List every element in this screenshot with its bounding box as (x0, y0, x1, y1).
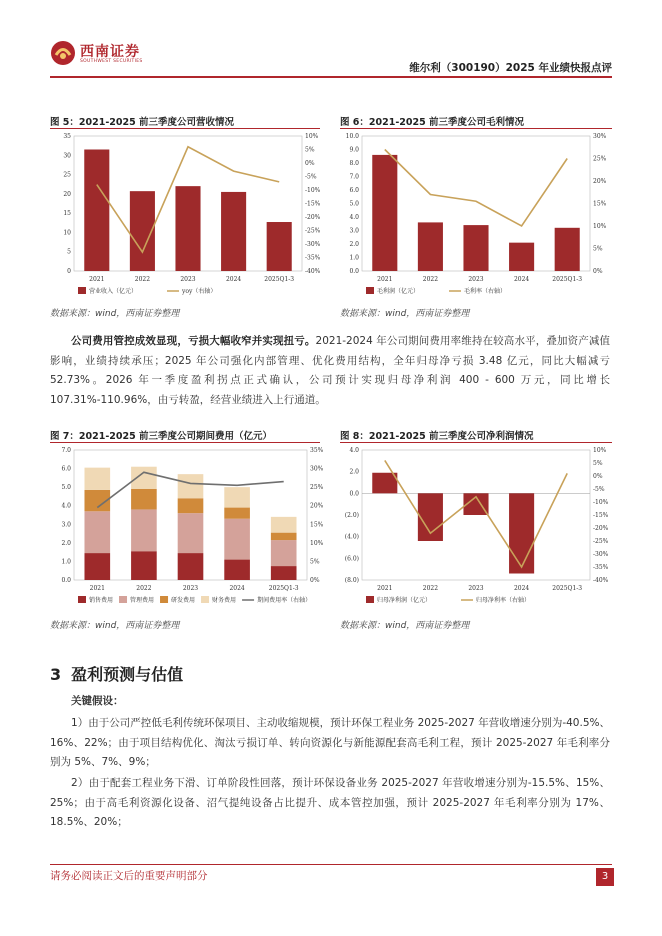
fig5-svg (50, 130, 330, 305)
y-tick-label-left: 10.0 (345, 133, 359, 140)
bar (131, 509, 157, 551)
y-tick-label-left: 4.0 (349, 214, 359, 221)
x-tick-label: 2022 (134, 276, 151, 283)
y-tick-label-left: 4.0 (61, 502, 71, 510)
legend-label: 营业收入（亿元） (89, 288, 138, 295)
y-tick-label-right: -5% (593, 486, 605, 493)
y-tick-label-left: (6.0) (344, 555, 359, 563)
y-tick-label-left: 25 (63, 171, 71, 179)
bar (131, 489, 157, 509)
fig5-source: 数据来源：wind，西南证券整理 (50, 309, 180, 319)
x-tick-label: 2021 (377, 585, 393, 592)
fig6-chart (338, 130, 618, 305)
x-tick-label: 2024 (513, 585, 530, 592)
fig8-title: 图 8：2021-2025 前三季度公司净利润情况 (340, 431, 534, 442)
x-tick-label: 2025Q1-3 (552, 585, 583, 592)
paragraph-lead: 公司费用管控成效显现，亏损大幅收窄并实现扭亏。 (71, 335, 316, 347)
fig7-source: 数据来源：wind，西南证券整理 (50, 621, 180, 631)
fig5-title: 图 5：2021-2025 前三季度公司营收情况 (50, 117, 235, 128)
y-tick-label-right: 5% (310, 558, 320, 566)
y-tick-label-right: 35% (310, 447, 324, 454)
fig7-title: 图 7：2021-2025 前三季度公司期间费用（亿元） (50, 431, 273, 442)
y-tick-label-right: 25% (593, 155, 607, 163)
x-tick-label: 2022 (422, 276, 439, 283)
bar (131, 551, 157, 580)
legend-label: 管理费用 (130, 597, 155, 604)
y-tick-label-left: 15 (63, 210, 71, 218)
y-tick-label-right: 0% (593, 473, 603, 480)
bar (84, 553, 110, 580)
bar (463, 225, 488, 271)
legend-swatch (78, 596, 86, 603)
y-tick-label-right: 0% (305, 160, 315, 167)
legend-label: 财务费用 (212, 597, 237, 604)
y-tick-label-right: -30% (593, 551, 609, 558)
bar (418, 222, 443, 271)
y-tick-label-left: 2.0 (349, 468, 359, 476)
y-tick-label-right: -15% (305, 200, 321, 208)
legend-swatch (366, 287, 374, 294)
bar (271, 566, 297, 580)
logo-text: 西南证券 (80, 44, 140, 60)
y-tick-label-left: 2.0 (349, 241, 359, 248)
x-tick-label: 2025Q1-3 (552, 276, 583, 283)
y-tick-label-left: 6.0 (61, 465, 71, 473)
legend-swatch (78, 287, 86, 294)
y-tick-label-right: 0% (310, 577, 320, 584)
y-tick-label-right: -25% (593, 538, 609, 545)
bar (178, 553, 204, 580)
y-tick-label-left: 0 (67, 268, 71, 275)
paragraph-body: 2021-2024 年公司期间费用率维持在较高水平，叠加资产减值影响，业绩持续承压；2025 年公司强化内部管理、优化费用结构，全年归母净亏损 3.48 亿元，同比大幅减亏 52.73%。2026 年一季度盈利拐点正式确认，公司预计实现归母净利润 400 - 600 万元，同比增长 107.31%-110.96%，由亏转盈，经营业绩进入上行通道。 (50, 335, 610, 406)
y-tick-label-left: 5.0 (349, 200, 359, 208)
bar (224, 508, 250, 519)
legend-label: 毛利润（亿元） (377, 288, 420, 295)
company-logo (50, 38, 180, 70)
y-tick-label-right: 5% (305, 146, 315, 154)
y-tick-label-left: 5 (67, 248, 71, 256)
section-heading (50, 662, 183, 685)
y-tick-label-right: 15% (310, 521, 324, 529)
y-tick-label-right: 30% (593, 133, 607, 140)
y-tick-label-right: -35% (305, 254, 321, 262)
legend-label: 销售费用 (89, 597, 114, 604)
y-tick-label-right: -10% (593, 499, 609, 506)
bar (555, 228, 580, 271)
y-tick-label-left: 3.0 (61, 521, 71, 529)
logo-subtext: SOUTHWEST SECURITIES (80, 59, 143, 64)
y-tick-label-left: 1.0 (349, 254, 359, 262)
assumption-item-2: 2）由于配套工程业务下滑、订单阶段性回落，预计环保设备业务 2025-2027 年营收增速分别为-15.5%、15%、25%；由于高毛利资源化设备、沼气提纯设备占比提升、成本管控加强，预计 2025-2027 年毛利率分别为 17%、18.5%、20%； (50, 777, 610, 828)
y-tick-label-right: -20% (305, 214, 321, 221)
y-tick-label-left: 30 (63, 152, 71, 160)
bar (84, 150, 109, 272)
fig8-chart (338, 444, 618, 614)
section-title: 盈利预测与估值 (71, 665, 184, 684)
y-tick-label-left: 7.0 (349, 173, 359, 181)
fig8-svg (338, 444, 618, 614)
fig6-svg (338, 130, 618, 305)
y-tick-label-left: 35 (63, 133, 71, 140)
y-tick-label-right: 10% (593, 447, 607, 454)
fig5-title-rule (50, 128, 320, 129)
analysis-paragraph (50, 332, 610, 410)
y-tick-label-left: (2.0) (344, 512, 359, 519)
bar (84, 511, 110, 553)
y-tick-label-left: 0.0 (349, 490, 359, 498)
x-tick-label: 2023 (468, 585, 484, 592)
y-tick-label-left: 4.0 (349, 447, 359, 454)
legend-swatch (201, 596, 209, 603)
page-number: 3 (596, 868, 614, 886)
y-tick-label-left: 20 (63, 190, 71, 198)
fig8-source: 数据来源：wind，西南证券整理 (340, 621, 470, 631)
bar (372, 155, 397, 271)
bar (175, 186, 200, 271)
y-tick-label-left: 7.0 (61, 447, 71, 454)
y-tick-label-right: -40% (593, 577, 609, 584)
x-tick-label: 2021 (377, 276, 393, 283)
bar (131, 467, 157, 489)
fig6-title: 图 6：2021-2025 前三季度公司毛利情况 (340, 117, 525, 128)
x-tick-label: 2021 (89, 585, 105, 592)
legend-label: 研发费用 (171, 597, 196, 604)
y-tick-label-left: 3.0 (349, 227, 359, 235)
y-tick-label-right: -15% (593, 512, 609, 519)
y-tick-label-left: 9.0 (349, 146, 359, 154)
fig7-title-rule (50, 442, 320, 443)
x-tick-label: 2023 (468, 276, 484, 283)
legend-label: yoy（右轴） (182, 288, 217, 295)
bar (224, 560, 250, 580)
x-tick-label: 2022 (136, 585, 152, 592)
y-tick-label-right: -30% (305, 241, 321, 248)
x-tick-label: 2023 (180, 276, 196, 283)
assumptions-heading: 关键假设： (71, 695, 124, 707)
section-number: 3 (50, 665, 62, 684)
y-tick-label-right: -20% (593, 525, 609, 532)
y-tick-label-right: -25% (305, 227, 321, 235)
page-header (0, 0, 662, 80)
legend-label: 归母净利润（亿元） (377, 597, 432, 604)
x-tick-label: 2025Q1-3 (268, 585, 299, 592)
y-tick-label-right: -5% (305, 173, 317, 181)
fig6-title-rule (340, 128, 612, 129)
y-tick-label-left: 8.0 (349, 160, 359, 167)
legend-swatch (160, 596, 168, 603)
y-tick-label-right: -35% (593, 564, 609, 571)
y-tick-label-left: 0.0 (349, 268, 359, 275)
x-tick-label: 2022 (422, 585, 439, 592)
fig7-chart (50, 444, 335, 614)
x-tick-label: 2023 (182, 585, 199, 592)
y-tick-label-right: 20% (310, 502, 324, 510)
y-tick-label-left: 5.0 (61, 484, 71, 492)
footer-divider (50, 864, 612, 865)
bar (224, 519, 250, 560)
y-tick-label-right: 5% (593, 245, 603, 253)
bar (271, 540, 297, 566)
y-tick-label-right: 5% (593, 460, 603, 467)
y-tick-label-right: 0% (593, 268, 603, 275)
x-tick-label: 2025Q1-3 (264, 276, 295, 283)
y-tick-label-left: (4.0) (344, 533, 359, 541)
y-tick-label-left: 1.0 (61, 558, 71, 566)
bar (267, 222, 292, 271)
y-tick-label-right: 30% (310, 465, 324, 473)
y-tick-label-right: 10% (593, 223, 607, 230)
fig7-svg (50, 444, 335, 614)
y-tick-label-right: 10% (305, 133, 319, 140)
y-tick-label-right: 20% (593, 178, 607, 185)
y-tick-label-left: 6.0 (349, 187, 359, 194)
bar (178, 513, 204, 553)
x-tick-label: 2024 (229, 585, 245, 592)
legend-swatch (366, 596, 374, 603)
legend-label: 毛利率（右轴） (464, 288, 507, 295)
bar (271, 533, 297, 540)
y-tick-label-right: -40% (305, 268, 321, 275)
x-tick-label: 2024 (513, 276, 530, 283)
legend-label: 归母净利率（右轴） (476, 597, 531, 604)
bar (509, 243, 534, 271)
footer-disclaimer: 请务必阅读正文后的重要声明部分 (50, 870, 208, 882)
fig5-chart (50, 130, 330, 305)
bar (178, 474, 204, 498)
bar (221, 192, 246, 271)
bar (178, 498, 204, 513)
y-tick-label-left: 2.0 (61, 539, 71, 547)
bar (84, 468, 110, 490)
y-tick-label-left: 0.0 (61, 577, 71, 584)
legend-swatch (119, 596, 127, 603)
y-tick-label-left: 10 (63, 229, 71, 237)
logo-icon (50, 40, 76, 66)
fig6-source: 数据来源：wind，西南证券整理 (340, 309, 470, 319)
assumption-item-1: 1）由于公司严控低毛利传统环保项目、主动收缩规模，预计环保工程业务 2025-2027 年营收增速分别为-40.5%、16%、22%；由于项目结构优化、淘汰亏损订单、转向资源化与新能源配套高毛利工程，预计 2025-2027 年毛利率分别为 5%、7%、9%； (50, 717, 610, 768)
y-tick-label-right: 15% (593, 200, 607, 208)
x-tick-label: 2021 (89, 276, 105, 283)
x-tick-label: 2024 (225, 276, 242, 283)
y-tick-label-right: -10% (305, 187, 321, 194)
header-divider (50, 76, 612, 78)
fig8-title-rule (340, 442, 612, 443)
series-line (385, 150, 567, 227)
report-title: 维尔利（300190）2025 年业绩快报点评 (409, 62, 612, 74)
bar (271, 517, 297, 533)
y-tick-label-right: 25% (310, 484, 324, 492)
legend-label: 期间费用率（右轴） (257, 597, 312, 604)
y-tick-label-right: 10% (310, 539, 324, 547)
y-tick-label-left: (8.0) (344, 577, 359, 584)
bar (509, 493, 534, 573)
bar (224, 487, 250, 507)
